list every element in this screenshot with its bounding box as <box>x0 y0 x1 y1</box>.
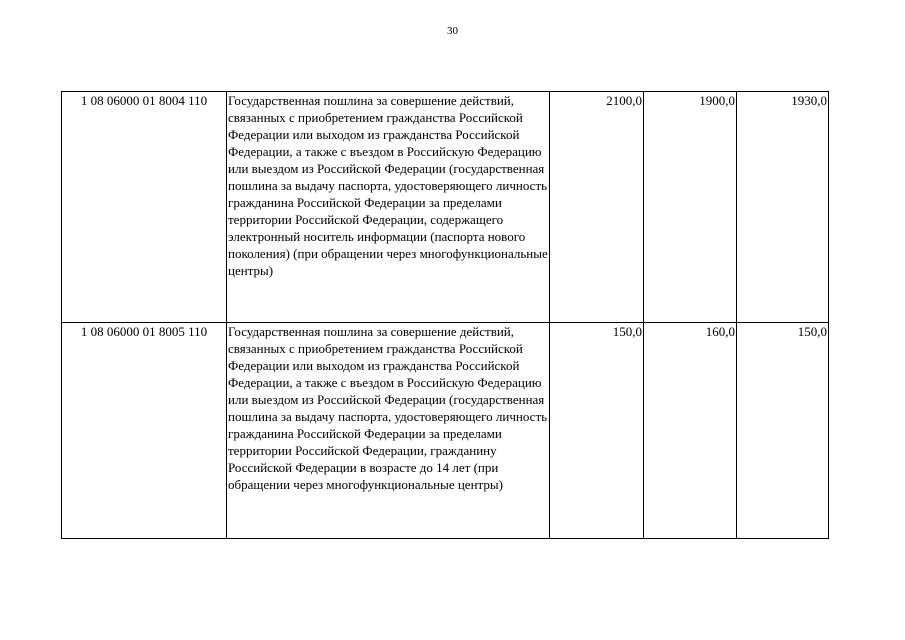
amount-cell-2: 1900,0 <box>644 92 737 323</box>
amount-cell-3: 1930,0 <box>737 92 829 323</box>
amount-cell-1: 2100,0 <box>550 92 644 323</box>
table-row <box>62 92 829 323</box>
amount-cell-1: 150,0 <box>550 323 644 539</box>
budget-code-cell: 1 08 06000 01 8005 110 <box>62 323 227 539</box>
revenue-table <box>61 91 829 539</box>
description-cell: Государственная пошлина за совершение действий, связанных с приобретением гражданства Российской Федерации или выходом из гражданства Российской Федерации, а также с въездом в Российскую Федерацию или выездом из Российской Федерации (государственная пошлина за выдачу паспорта, удостоверяющего личность гражданина Российской Федерации за пределами территории Российской Федерации, содержащего электронный носитель информации (паспорта нового поколения) (при обращении через многофункциональные центры) <box>227 92 550 323</box>
page-number: 30 <box>447 25 458 37</box>
amount-cell-2: 160,0 <box>644 323 737 539</box>
table-row <box>62 323 829 539</box>
description-cell: Государственная пошлина за совершение действий, связанных с приобретением гражданства Российской Федерации или выходом из гражданства Российской Федерации, а также с въездом в Российскую Федерацию или выездом из Российской Федерации (государственная пошлина за выдачу паспорта, удостоверяющего личность гражданина Российской Федерации за пределами территории Российской Федерации, гражданину Российской Федерации в возрасте до 14 лет (при обращении через многофункциональные центры) <box>227 323 550 539</box>
budget-code-cell: 1 08 06000 01 8004 110 <box>62 92 227 323</box>
amount-cell-3: 150,0 <box>737 323 829 539</box>
